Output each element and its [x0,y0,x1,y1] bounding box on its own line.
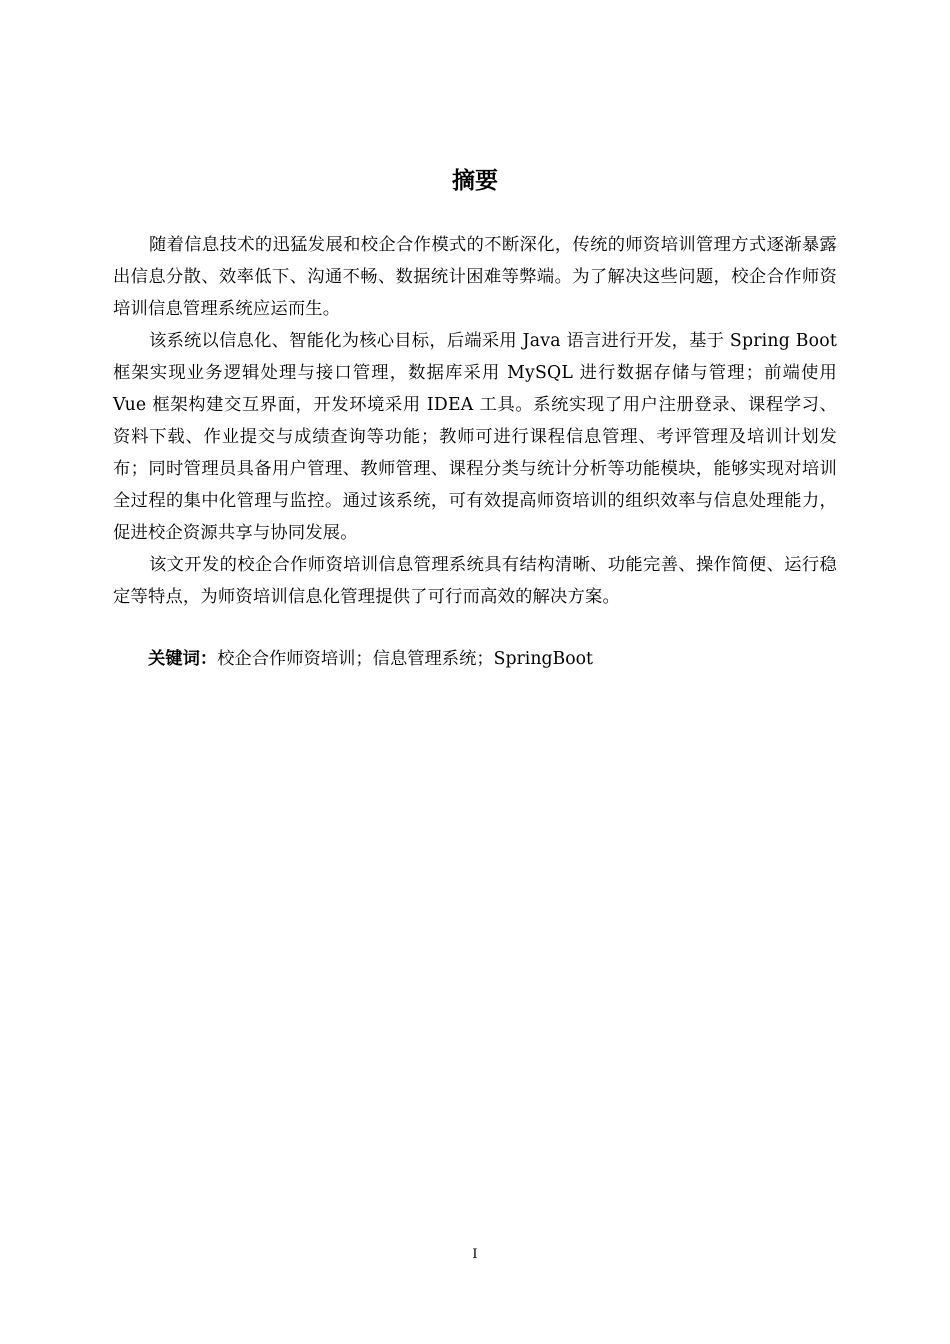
keywords-label: 关键词： [148,649,218,669]
abstract-paragraph-3: 该文开发的校企合作师资培训信息管理系统具有结构清晰、功能完善、操作简便、运行稳定等特点，为师资培训信息化管理提供了可行而高效的解决方案。 [113,555,837,607]
abstract-title: 摘要 [452,168,498,194]
abstract-paragraph-2: 该系统以信息化、智能化为核心目标，后端采用 Java 语言进行开发，基于 Spring Boot 框架实现业务逻辑处理与接口管理，数据库采用 MySQL 进行数据存储与管理；前端使用 Vue 框架构建交互界面，开发环境采用 IDEA 工具。系统实现了用户注册登录、课程学习、资料下载、作业提交与成绩查询等功能；教师可进行课程信息管理、考评管理及培训计划发布；同时管理员具备用户管理、教师管理、课程分类与统计分析等功能模块，能够实现对培训全过程的集中化管理与监控。通过该系统，可有效提高师资培训的组织效率与信息处理能力，促进校企资源共享与协同发展。 [113,331,837,543]
abstract-paragraph-1: 随着信息技术的迅猛发展和校企合作模式的不断深化，传统的师资培训管理方式逐渐暴露出信息分散、效率低下、沟通不畅、数据统计困难等弊端。为了解决这些问题，校企合作师资培训信息管理系统应运而生。 [113,235,837,319]
keywords-line [148,643,838,675]
page-number: I [472,1247,478,1262]
keywords-text: 校企合作师资培训；信息管理系统；SpringBoot [217,649,593,669]
abstract-body [113,229,837,613]
